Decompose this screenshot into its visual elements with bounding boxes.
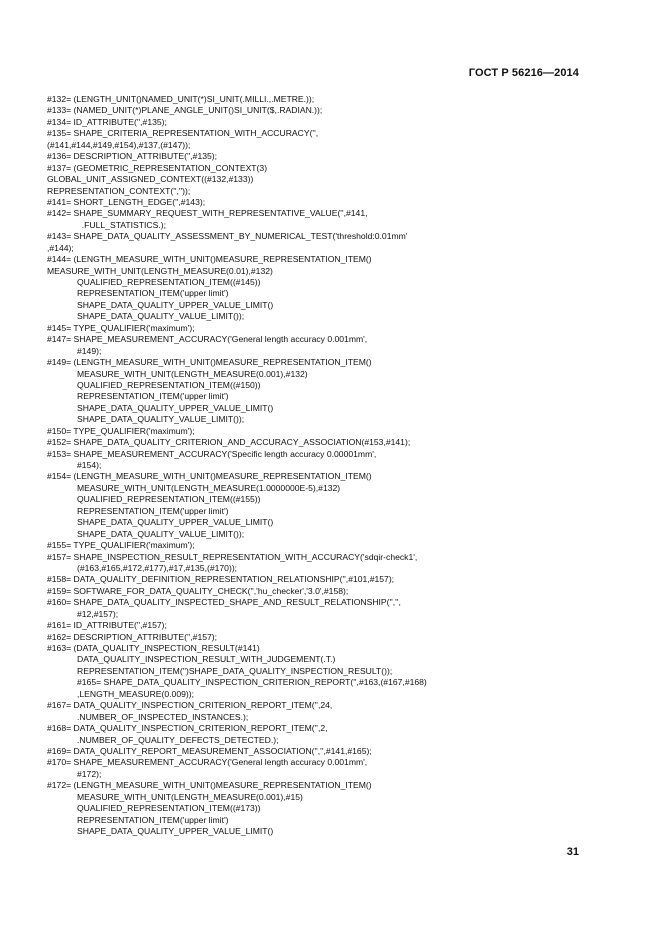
text-line: (#141,#144,#149,#154),#137,(#147)); <box>47 139 191 150</box>
text-line: (#163,#165,#172,#177),#17,#135,(#170)); <box>77 562 238 573</box>
text-line: #134= ID_ATTRIBUTE('',#135); <box>47 116 167 127</box>
page-number: 31 <box>566 846 579 858</box>
text-line: SHAPE_DATA_QUALITY_UPPER_VALUE_LIMIT() <box>77 517 274 528</box>
text-line: #172); <box>77 768 102 779</box>
text-line: MEASURE_WITH_UNIT(LENGTH_MEASURE(0.001),#15) <box>77 791 303 802</box>
text-line: DATA_QUALITY_INSPECTION_RESULT_WITH_JUDGEMENT(.T.) <box>77 654 336 665</box>
text-line: REPRESENTATION_ITEM('upper limit') <box>77 288 229 299</box>
text-line: #158= DATA_QUALITY_DEFINITION_REPRESENTATION_RELATIONSHIP('',#101,#157); <box>47 574 395 585</box>
text-line: #136= DESCRIPTION_ATTRIBUTE('',#135); <box>47 151 218 162</box>
text-line: SHAPE_DATA_QUALITY_UPPER_VALUE_LIMIT() <box>77 299 274 310</box>
text-line: ,LENGTH_MEASURE(0.009)); <box>77 688 195 699</box>
text-line: #163= (DATA_QUALITY_INSPECTION_RESULT(#141) <box>47 643 260 653</box>
text-line: #12,#157); <box>77 608 119 619</box>
text-line: .NUMBER_OF_INSPECTED_INSTANCES.); <box>77 711 249 722</box>
text-line: #141= SHORT_LENGTH_EDGE('',#143); <box>47 196 206 207</box>
text-line: #145= TYPE_QUALIFIER('maximum'); <box>47 322 195 333</box>
text-line: #149); <box>77 345 102 356</box>
document-body <box>47 94 587 837</box>
text-line: #144= (LENGTH_MEASURE_WITH_UNIT()MEASURE_REPRESENTATION_ITEM() <box>47 254 372 265</box>
text-line: SHAPE_DATA_QUALITY_VALUE_LIMIT()); <box>77 414 245 425</box>
text-line: #160= SHAPE_DATA_QUALITY_INSPECTED_SHAPE_AND_RESULT_RELATIONSHIP('','', <box>47 597 401 608</box>
text-line: REPRESENTATION_ITEM('upper limit') <box>77 814 229 825</box>
text-line: SHAPE_DATA_QUALITY_UPPER_VALUE_LIMIT() <box>77 402 274 413</box>
text-line: QUALIFIED_REPRESENTATION_ITEM((#150)) <box>77 379 261 390</box>
text-line: #154= (LENGTH_MEASURE_WITH_UNIT()MEASURE_REPRESENTATION_ITEM() <box>47 471 372 482</box>
text-line: #137= (GEOMETRIC_REPRESENTATION_CONTEXT(3) <box>47 162 268 173</box>
text-line: SHAPE_DATA_QUALITY_VALUE_LIMIT()); <box>77 528 245 539</box>
text-line: #147= SHAPE_MEASUREMENT_ACCURACY('General length accuracy 0.001mm', <box>47 334 368 345</box>
text-line: #170= SHAPE_MEASUREMENT_ACCURACY('General length accuracy 0.001mm', <box>47 757 368 768</box>
text-line: #172= (LENGTH_MEASURE_WITH_UNIT()MEASURE_REPRESENTATION_ITEM() <box>47 780 372 791</box>
text-line: #135= SHAPE_CRITERIA_REPRESENTATION_WITH_ACCURACY('', <box>47 128 319 139</box>
text-line: REPRESENTATION_ITEM('upper limit') <box>77 391 229 402</box>
text-line: #162= DESCRIPTION_ATTRIBUTE('',#157); <box>47 631 218 642</box>
text-line: GLOBAL_UNIT_ASSIGNED_CONTEXT((#132,#133)) <box>47 174 254 185</box>
text-line: SHAPE_DATA_QUALITY_VALUE_LIMIT()); <box>77 311 245 322</box>
text-line: REPRESENTATION_ITEM('upper limit') <box>77 505 229 516</box>
text-line: SHAPE_DATA_QUALITY_UPPER_VALUE_LIMIT() <box>77 826 274 836</box>
text-line: ,#144); <box>47 242 74 253</box>
text-line: REPRESENTATION_CONTEXT('','')); <box>47 185 191 196</box>
text-line: #132= (LENGTH_UNIT()NAMED_UNIT(*)SI_UNIT(.MILLI.,.METRE.)); <box>47 94 315 104</box>
text-line: #161= ID_ATTRIBUTE('',#157); <box>47 620 167 631</box>
text-line: REPRESENTATION_ITEM('')SHAPE_DATA_QUALITY_INSPECTION_RESULT()); <box>77 665 393 676</box>
text-line: #168= DATA_QUALITY_INSPECTION_CRITERION_REPORT_ITEM('',2, <box>47 723 328 734</box>
text-line: #143= SHAPE_DATA_QUALITY_ASSESSMENT_BY_NUMERICAL_TEST('threshold:0.01mm' <box>47 231 408 242</box>
text-line: MEASURE_WITH_UNIT(LENGTH_MEASURE(0.01),#132) <box>47 265 273 276</box>
text-line: QUALIFIED_REPRESENTATION_ITEM((#155)) <box>77 494 261 505</box>
text-line: #154); <box>77 460 102 470</box>
text-line: #149= (LENGTH_MEASURE_WITH_UNIT()MEASURE_REPRESENTATION_ITEM() <box>47 357 372 368</box>
text-line: #157= SHAPE_INSPECTION_RESULT_REPRESENTATION_WITH_ACCURACY('sdqir-check1', <box>47 551 418 562</box>
text-line: .NUMBER_OF_QUALITY_DEFECTS_DETECTED.); <box>77 734 279 745</box>
text-line: #142= SHAPE_SUMMARY_REQUEST_WITH_REPRESENTATIVE_VALUE('',#141, <box>47 208 368 219</box>
text-line: .FULL_STATISTICS.); <box>77 219 166 230</box>
document-header: ГОСТ Р 56216—2014 <box>468 67 579 79</box>
text-line: QUALIFIED_REPRESENTATION_ITEM((#173)) <box>77 803 261 814</box>
text-line: #150= TYPE_QUALIFIER('maximum'); <box>47 425 195 436</box>
text-line: #133= (NAMED_UNIT(*)PLANE_ANGLE_UNIT()SI_UNIT($,.RADIAN.)); <box>47 105 323 116</box>
text-line: #169= DATA_QUALITY_REPORT_MEASUREMENT_ASSOCIATION('','',#141,#165); <box>47 745 372 756</box>
text-line: #167= DATA_QUALITY_INSPECTION_CRITERION_REPORT_ITEM('',24, <box>47 700 333 711</box>
text-line: #165= SHAPE_DATA_QUALITY_INSPECTION_CRITERION_REPORT('',#163,(#167,#168) <box>77 677 427 688</box>
text-line: #155= TYPE_QUALIFIER('maximum'); <box>47 540 195 551</box>
text-line: QUALIFIED_REPRESENTATION_ITEM((#145)) <box>77 277 261 287</box>
text-line: #152= SHAPE_DATA_QUALITY_CRITERION_AND_ACCURACY_ASSOCIATION(#153,#141); <box>47 437 411 448</box>
text-line: #153= SHAPE_MEASUREMENT_ACCURACY('Specific length accuracy 0.00001mm', <box>47 448 377 459</box>
text-line: #159= SOFTWARE_FOR_DATA_QUALITY_CHECK('','hu_checker','3.0',#158); <box>47 585 349 596</box>
text-line: MEASURE_WITH_UNIT(LENGTH_MEASURE(0.001),#132) <box>77 368 308 379</box>
text-line: MEASURE_WITH_UNIT(LENGTH_MEASURE(1.0000000E-5),#132) <box>77 482 341 493</box>
